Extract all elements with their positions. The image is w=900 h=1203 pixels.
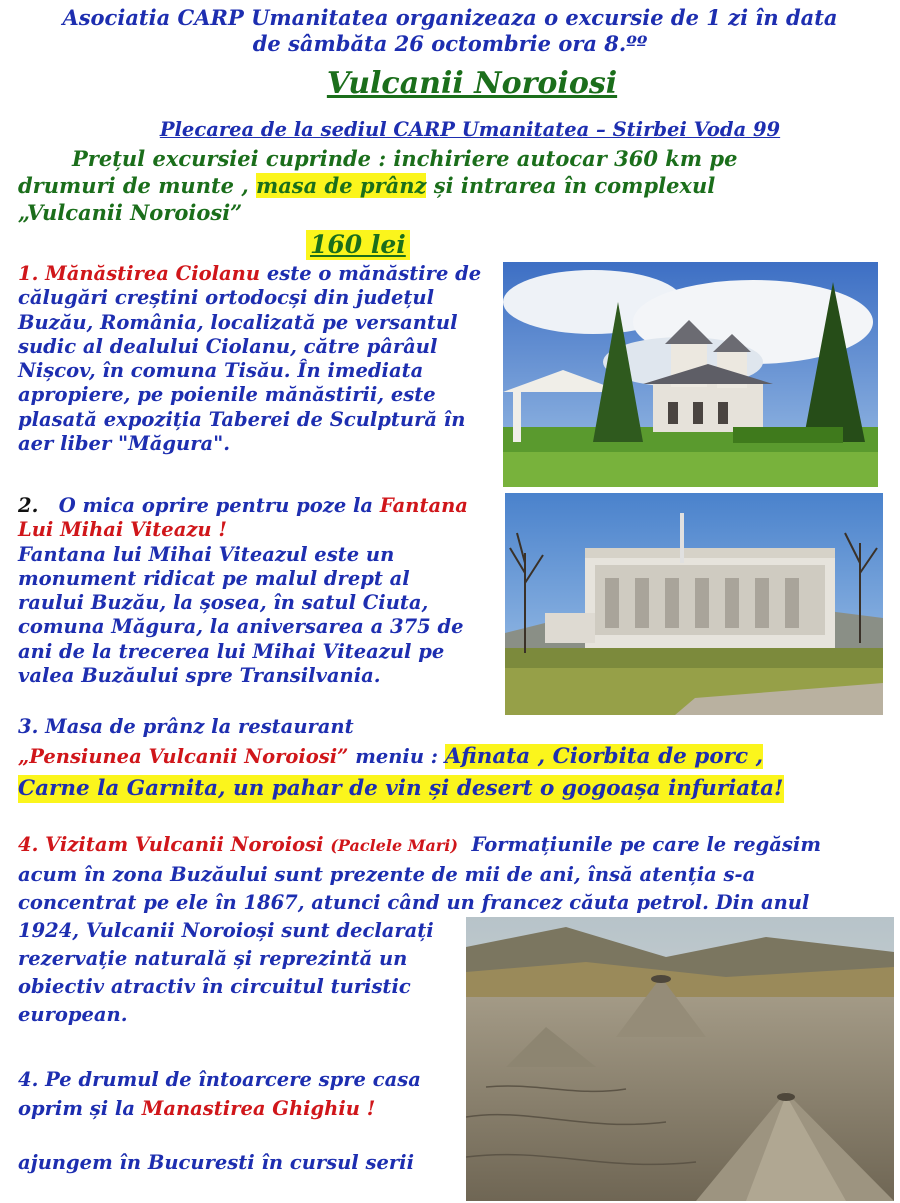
section-5-line-3: ajungem în Bucuresti în cursul serii xyxy=(18,1151,414,1174)
monastery-photo xyxy=(503,262,878,487)
section-1-line: Nișcov, în comuna Tisău. În imediata xyxy=(18,359,424,383)
section-2-line: monument ridicat pe malul drept al xyxy=(18,566,410,590)
section-4-line: concentrat pe ele în 1867, atunci când un francez căuta petrol. Din anul xyxy=(18,891,810,914)
ghighiu-monastery: Manastirea Ghighiu ! xyxy=(141,1097,376,1120)
lunch-highlight: masa de prânz xyxy=(255,173,427,198)
section-4-line: acum în zona Buzăului sunt prezente de mii de ani, însă atenția s-a xyxy=(18,863,756,886)
section-1-line: plasată expoziția Taberei de Sculptură în xyxy=(18,407,466,431)
price-badge: 160 lei xyxy=(306,230,410,260)
header-line-1: Asociatia CARP Umanitatea organizeaza o excursie de 1 zi în data xyxy=(62,5,838,30)
section-2-line: valea Buzăului spre Transilvania. xyxy=(18,664,381,688)
menu-highlight-2: Carne la Garnita, un pahar de vin și desert o gogoașa infuriata! xyxy=(18,776,784,801)
section-4-paren: (Paclele Mari) xyxy=(330,836,458,855)
section-5-line-1: 4. Pe drumul de întoarcere spre casa xyxy=(18,1068,421,1091)
section-4-line: obiectiv atractiv în circuitul turistic xyxy=(18,975,411,998)
section-3-menu-line: „Pensiunea Vulcanii Noroiosi” meniu : Afinata , Ciorbita de porc , xyxy=(18,744,764,769)
section-1-line: 1. Mănăstirea Ciolanu este o mănăstire de xyxy=(18,262,482,285)
section-4-title: 4. Vizitam Vulcanii Noroiosi xyxy=(18,833,324,856)
section-2-line: comuna Măgura, la aniversarea a 375 de xyxy=(18,615,464,639)
section-4-line: european. xyxy=(18,1003,128,1026)
section-1-num: 1. xyxy=(18,262,39,285)
section-4-line-1: 4. Vizitam Vulcanii Noroiosi (Paclele Mari) Formațiunile pe care le regăsim xyxy=(18,833,821,856)
section-1-line: apropiere, pe poienile mănăstirii, este xyxy=(18,383,436,407)
section-1-line: călugări creștini ortodocși din județul xyxy=(18,286,435,310)
section-4-line: 1924, Vulcanii Noroioși sunt declarați xyxy=(18,919,434,942)
mud-volcanoes-photo xyxy=(466,917,894,1201)
restaurant-name: „Pensiunea Vulcanii Noroiosi” xyxy=(18,745,349,768)
price-line-2-start: drumuri de munte , xyxy=(18,173,249,198)
header-line-2: de sâmbăta 26 octombrie ora 8.ºº xyxy=(252,31,648,56)
section-1-text xyxy=(18,262,508,456)
section-1-line: sudic al dealului Ciolanu, către pârâul xyxy=(18,334,438,358)
price-line-3: „Vulcanii Noroiosi” xyxy=(18,200,243,225)
event-title xyxy=(0,66,900,102)
section-2-num: 2. xyxy=(18,494,39,517)
section-2-text xyxy=(18,494,508,688)
section-1-name: Mănăstirea Ciolanu xyxy=(45,262,261,285)
departure-line: Plecarea de la sediul CARP Umanitatea – Stirbei Voda 99 xyxy=(159,118,781,141)
section-2-name-cont: Lui Mihai Viteazu ! xyxy=(18,518,227,542)
section-4-line: rezervație naturală și reprezintă un xyxy=(18,947,408,970)
section-2-name: Fantana xyxy=(379,494,468,517)
price-line-2 xyxy=(18,173,715,199)
section-1-line: Buzău, România, localizată pe versantul xyxy=(18,310,458,334)
fountain-photo xyxy=(505,493,883,715)
price-line-2-end: și intrarea în complexul xyxy=(433,173,716,198)
section-2-line: Fantana lui Mihai Viteazul este un xyxy=(18,542,395,566)
section-2-line: raului Buzău, la șosea, în satul Ciuta, xyxy=(18,591,429,615)
section-5-line-2: oprim și la Manastirea Ghighiu ! xyxy=(18,1097,376,1120)
section-2-line: ani de la trecerea lui Mihai Viteazul pe xyxy=(18,639,445,663)
section-2-line: 2. O mica oprire pentru poze la Fantana xyxy=(18,494,468,517)
price-line-1: Prețul excursiei cuprinde : inchiriere autocar 360 km pe xyxy=(72,146,738,171)
section-1-line: aer liber "Măgura". xyxy=(18,432,231,456)
event-title-text: Vulcanii Noroiosi xyxy=(326,66,618,101)
section-3-line-1: 3. Masa de prânz la restaurant xyxy=(18,715,354,738)
menu-highlight-1: Afinata , Ciorbita de porc , xyxy=(444,744,764,769)
